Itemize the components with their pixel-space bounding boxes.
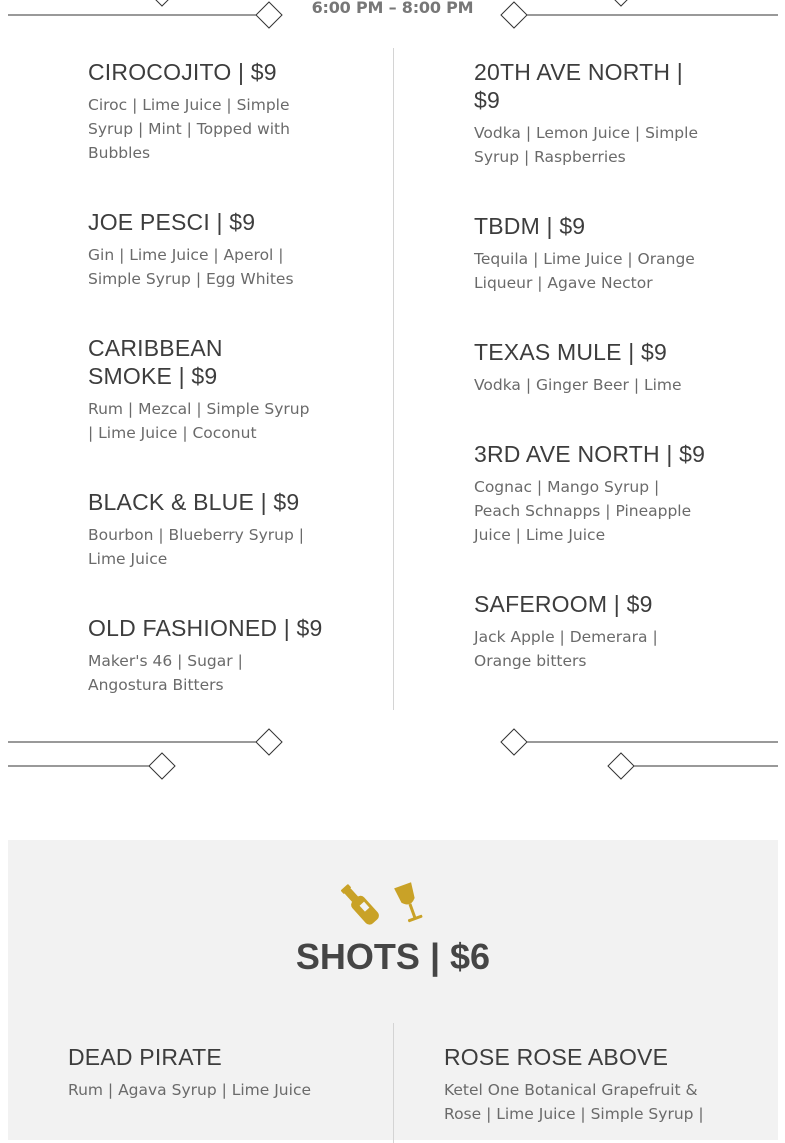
shots-title: SHOTS | $6: [295, 936, 491, 977]
menu-item: [474, 440, 714, 547]
menu-item: [68, 1043, 328, 1102]
item-description: Ciroc | Lime Juice | Simple Syrup | Mint | Topped with Bubbles: [88, 96, 290, 162]
menu-item: [88, 334, 313, 445]
column-divider: [393, 1023, 394, 1143]
menu-item: [88, 488, 313, 571]
item-title: TBDM | $9: [474, 213, 586, 239]
happy-hour-time: 6:00 PM – 8:00 PM: [311, 0, 474, 17]
item-description: Vodka | Ginger Beer | Lime: [474, 376, 682, 394]
menu-item: [474, 58, 699, 169]
menu-item: [88, 614, 328, 697]
menu-item: [88, 58, 323, 165]
item-description: Rum | Mezcal | Simple Syrup | Lime Juice | Coconut: [88, 400, 310, 442]
item-title: OLD FASHIONED | $9: [88, 615, 323, 641]
item-title: 3RD AVE NORTH | $9: [474, 441, 706, 467]
item-title: TEXAS MULE | $9: [474, 339, 668, 365]
menu-item: [474, 212, 709, 295]
item-title: SAFEROOM | $9: [474, 591, 653, 617]
item-title: ROSE ROSE ABOVE: [444, 1044, 669, 1070]
menu-item: [88, 208, 303, 291]
item-title: 20TH AVE NORTH | $9: [474, 59, 683, 113]
item-description: Vodka | Lemon Juice | Simple Syrup | Raspberries: [474, 124, 698, 166]
item-description: Jack Apple | Demerara | Orange bitters: [474, 628, 658, 670]
bottom-divider: [0, 725, 785, 785]
item-title: DEAD PIRATE: [68, 1044, 222, 1070]
item-description: Cognac | Mango Syrup | Peach Schnapps | Pineapple Juice | Lime Juice: [474, 478, 692, 544]
menu-item: [474, 590, 699, 673]
column-divider: [393, 48, 394, 710]
item-description: Maker's 46 | Sugar | Angostura Bitters: [88, 652, 243, 694]
shots-section: [8, 840, 778, 1140]
item-title: JOE PESCI | $9: [88, 209, 256, 235]
item-description: Bourbon | Blueberry Syrup | Lime Juice: [88, 526, 304, 568]
menu-item: [474, 338, 709, 397]
item-description: Ketel One Botanical Grapefruit & Rose | Lime Juice | Simple Syrup |: [444, 1081, 704, 1123]
item-description: Tequila | Lime Juice | Orange Liqueur | Agave Nector: [474, 250, 695, 292]
menu-item: [444, 1043, 719, 1126]
item-title: CIROCOJITO | $9: [88, 59, 277, 85]
bottle-and-glass-icon: [341, 878, 427, 932]
item-title: BLACK & BLUE | $9: [88, 489, 300, 515]
item-title: CARIBBEAN SMOKE | $9: [88, 335, 223, 389]
item-description: Rum | Agava Syrup | Lime Juice: [68, 1081, 311, 1099]
item-description: Gin | Lime Juice | Aperol | Simple Syrup | Egg Whites: [88, 246, 294, 288]
